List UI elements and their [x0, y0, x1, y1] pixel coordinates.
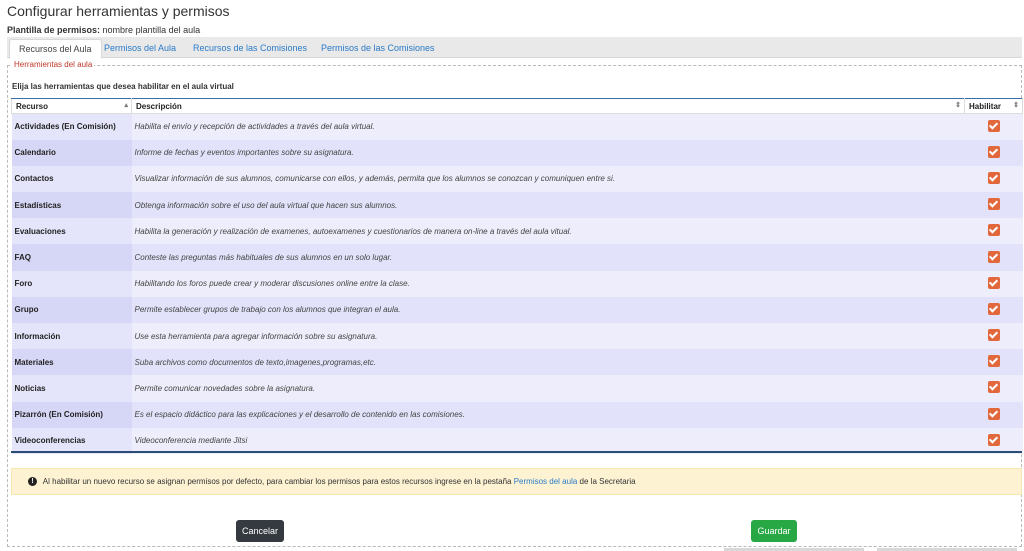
- resource-description: Permite establecer grupos de trabajo con los alumnos que integran el aula.: [132, 297, 965, 323]
- table-row: [12, 323, 1023, 349]
- enable-cell: [965, 428, 1023, 454]
- sort-icon: ⇕: [955, 102, 961, 109]
- sort-icon: ⇕: [1013, 102, 1019, 109]
- tab-permisos-del-aula[interactable]: Permisos del Aula: [104, 43, 177, 53]
- enable-checkbox[interactable]: [988, 172, 1000, 184]
- enable-checkbox[interactable]: [988, 120, 1000, 132]
- permisos-del-aula-link[interactable]: Permisos del aula: [513, 477, 578, 486]
- resource-description: Es el espacio didáctico para las explicaciones y el desarrollo de contenido en las comisiones.: [132, 402, 965, 428]
- resource-name: FAQ: [12, 244, 132, 270]
- resource-name: Grupo: [12, 297, 132, 323]
- header-enable-label: Habilitar: [969, 101, 1002, 111]
- enable-cell: [965, 114, 1023, 140]
- enable-checkbox[interactable]: [988, 251, 1000, 263]
- table-row: [12, 244, 1023, 270]
- enable-cell: [965, 349, 1023, 375]
- header-resource-label: Recurso: [16, 101, 49, 111]
- tab-recursos-del-aula[interactable]: Recursos del Aula: [9, 39, 102, 59]
- enable-cell: [965, 323, 1023, 349]
- resource-name: Estadísticas: [12, 192, 132, 218]
- enable-cell: [965, 375, 1023, 401]
- resource-description: Permite comunicar novedades sobre la asignatura.: [132, 375, 965, 401]
- sort-icon: ▴: [124, 102, 128, 109]
- table-row: [12, 114, 1023, 140]
- enable-checkbox[interactable]: [988, 408, 1000, 420]
- header-description[interactable]: [132, 99, 965, 114]
- enable-cell: [965, 140, 1023, 166]
- table-bottom-border: [11, 451, 1022, 453]
- info-icon: !: [28, 477, 37, 486]
- resource-name: Pizarrón (En Comisión): [12, 402, 132, 428]
- enable-cell: [965, 244, 1023, 270]
- tab-recursos-de-las-comisiones[interactable]: Recursos de las Comisiones: [193, 43, 308, 53]
- enable-checkbox[interactable]: [988, 146, 1000, 158]
- header-description-label: Descripción: [136, 101, 182, 111]
- resource-description: Visualizar información de sus alumnos, comunicarse con ellos, y además, permita que los alumnos se conozcan y comuniquen entre si.: [132, 166, 965, 192]
- table-row: [12, 428, 1023, 454]
- tab-permisos-de-las-comisiones[interactable]: Permisos de las Comisiones: [321, 43, 435, 53]
- resource-name: Videoconferencias: [12, 428, 132, 454]
- table-row: [12, 140, 1023, 166]
- page-title: Configurar herramientas y permisos: [7, 3, 230, 19]
- enable-cell: [965, 218, 1023, 244]
- resource-description: Suba archivos como documentos de texto,imagenes,programas,etc.: [132, 349, 965, 375]
- enable-cell: [965, 166, 1023, 192]
- enable-checkbox[interactable]: [988, 355, 1000, 367]
- info-alert: [11, 468, 1022, 495]
- resource-description: Habilita la generación y realización de examenes, autoexamenes y cuestionarios de manera on-line a través del aula vitual.: [132, 218, 965, 244]
- save-button[interactable]: Guardar: [751, 520, 797, 542]
- enable-checkbox[interactable]: [988, 277, 1000, 289]
- resource-name: Contactos: [12, 166, 132, 192]
- table-row: [12, 349, 1023, 375]
- resources-table: [11, 98, 1023, 454]
- resource-name: Actividades (En Comisión): [12, 114, 132, 140]
- enable-checkbox[interactable]: [988, 303, 1000, 315]
- header-resource[interactable]: [12, 99, 132, 114]
- resource-description: Obtenga información sobre el uso del aula virtual que hacen sus alumnos.: [132, 192, 965, 218]
- alert-text: Al habilitar un nuevo recurso se asignan permisos por defecto, para cambiar los permisos para estos recursos ingrese en la pestaña: [42, 477, 512, 486]
- resource-description: Videoconferencia mediante Jitsi: [132, 428, 965, 454]
- table-row: [12, 166, 1023, 192]
- resource-name: Evaluaciones: [12, 218, 132, 244]
- template-label: Plantilla de permisos:: [7, 25, 101, 35]
- enable-checkbox[interactable]: [988, 198, 1000, 210]
- resource-description: Habilita el envío y recepción de actividades a través del aula virtual.: [132, 114, 965, 140]
- resource-name: Calendario: [12, 140, 132, 166]
- table-row: [12, 402, 1023, 428]
- fieldset-legend: Herramientas del aula: [14, 60, 93, 69]
- resource-name: Información: [12, 323, 132, 349]
- resource-name: Foro: [12, 271, 132, 297]
- enable-cell: [965, 402, 1023, 428]
- alert-text-end: de la Secretaria: [579, 477, 636, 486]
- enable-checkbox[interactable]: [988, 381, 1000, 393]
- resource-name: Noticias: [12, 375, 132, 401]
- resource-description: Informe de fechas y eventos importantes sobre su asignatura.: [132, 140, 965, 166]
- enable-cell: [965, 271, 1023, 297]
- table-row: [12, 271, 1023, 297]
- enable-checkbox[interactable]: [988, 224, 1000, 236]
- resource-description: Conteste las preguntas más habituales de sus alumnos en un solo lugar.: [132, 244, 965, 270]
- enable-cell: [965, 192, 1023, 218]
- table-row: [12, 297, 1023, 323]
- cancel-button[interactable]: Cancelar: [236, 520, 284, 542]
- table-row: [12, 218, 1023, 244]
- table-row: [12, 192, 1023, 218]
- template-value: nombre plantilla del aula: [102, 25, 201, 35]
- table-row: [12, 375, 1023, 401]
- resource-name: Materiales: [12, 349, 132, 375]
- section-intro: Elija las herramientas que desea habilitar en el aula virtual: [12, 82, 234, 91]
- enable-checkbox[interactable]: [988, 434, 1000, 446]
- enable-checkbox[interactable]: [988, 329, 1000, 341]
- table-header-row: [12, 99, 1023, 114]
- header-enable[interactable]: [965, 99, 1023, 114]
- tabs-bar: [7, 37, 1022, 58]
- enable-cell: [965, 297, 1023, 323]
- template-info: [7, 25, 200, 35]
- resource-description: Habilitando los foros puede crear y moderar discusiones online entre la clase.: [132, 271, 965, 297]
- resource-description: Use esta herramienta para agregar información sobre su asignatura.: [132, 323, 965, 349]
